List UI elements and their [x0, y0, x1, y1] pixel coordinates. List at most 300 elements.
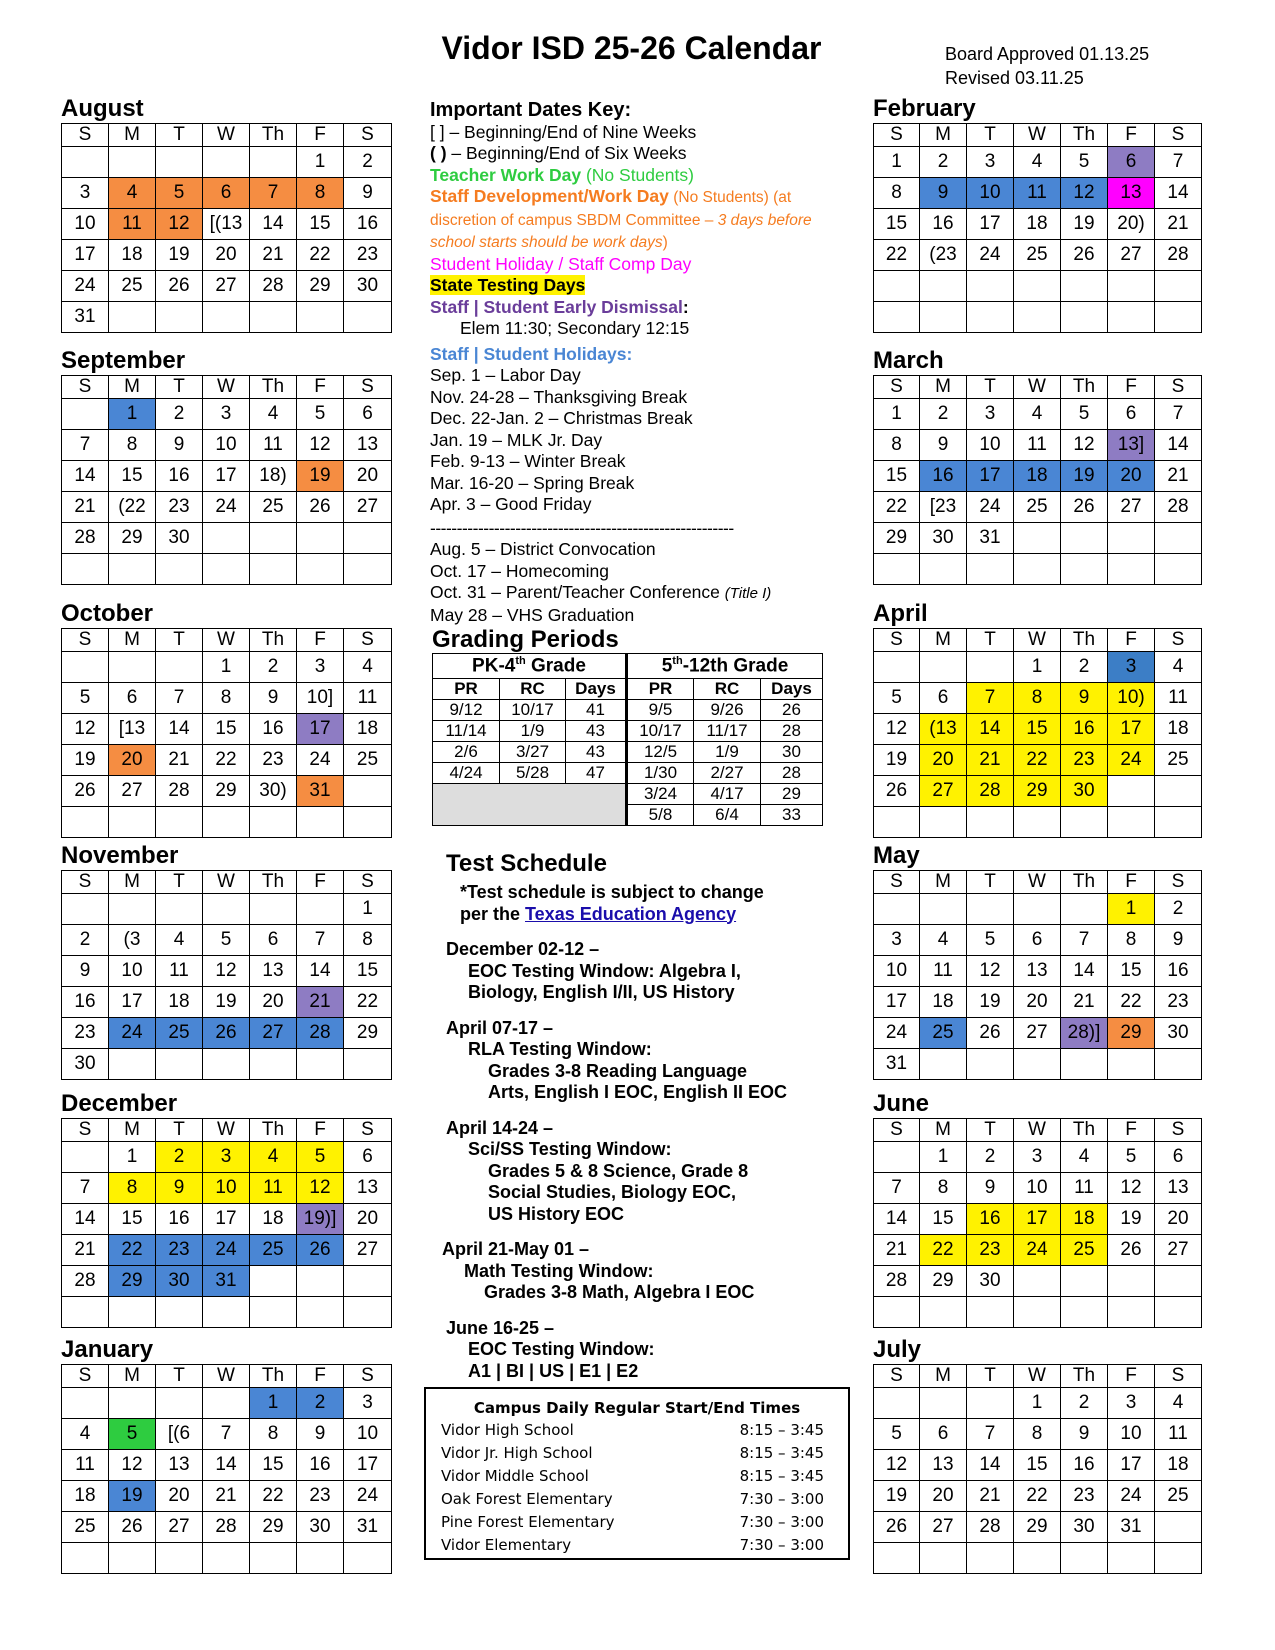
weekday-header: T — [967, 376, 1014, 399]
day-cell — [1014, 807, 1061, 838]
day-cell: 10) — [1108, 683, 1155, 714]
day-cell: 26 — [1108, 1235, 1155, 1266]
day-cell — [967, 1049, 1014, 1080]
day-cell — [920, 1297, 967, 1328]
week-row — [874, 683, 1202, 714]
day-cell: 14 — [297, 956, 344, 987]
grading-cell: 30 — [761, 742, 823, 763]
test-window-block — [446, 1018, 846, 1104]
day-cell — [344, 807, 392, 838]
g512-header: 5th-12th Grade — [627, 654, 823, 679]
day-cell: 27 — [203, 271, 250, 302]
day-cell: 3 — [967, 147, 1014, 178]
day-cell: 3 — [967, 399, 1014, 430]
test-window-subline: US History EOC — [488, 1203, 625, 1224]
day-cell: 30 — [920, 523, 967, 554]
day-cell: 8 — [920, 1173, 967, 1204]
day-cell: 10 — [874, 956, 920, 987]
day-cell: 7 — [1155, 399, 1202, 430]
weekday-header: T — [156, 629, 203, 652]
day-cell — [109, 1297, 156, 1328]
day-cell: 15 — [920, 1204, 967, 1235]
day-cell: 6 — [920, 1419, 967, 1450]
month-grid — [61, 375, 392, 585]
day-cell: 28 — [967, 776, 1014, 807]
grading-cell: 9/5 — [627, 700, 694, 721]
grading-row — [433, 700, 823, 721]
day-cell: 15 — [203, 714, 250, 745]
weekday-header: F — [297, 871, 344, 894]
week-row — [874, 178, 1202, 209]
grading-cell: 10/17 — [627, 721, 694, 742]
day-cell: 30 — [1061, 1512, 1108, 1543]
test-window-subline: Grades 3-8 Reading Language — [488, 1060, 748, 1081]
day-cell: 24 — [874, 1018, 920, 1049]
test-window-line: Biology, English I/II, US History — [468, 982, 735, 1002]
weekday-header: S — [1155, 124, 1202, 147]
day-cell — [62, 147, 109, 178]
day-cell: 17 — [967, 461, 1014, 492]
day-cell — [1108, 1543, 1155, 1574]
day-cell: 28 — [874, 1266, 920, 1297]
day-cell — [1061, 1266, 1108, 1297]
test-window-line: RLA Testing Window: — [468, 1039, 652, 1059]
day-cell: 7 — [62, 1173, 109, 1204]
week-row — [874, 240, 1202, 271]
test-schedule-title: Test Schedule — [446, 850, 607, 877]
day-cell — [250, 302, 297, 333]
day-cell: 10 — [967, 430, 1014, 461]
grading-col-header: Days — [761, 679, 823, 700]
week-row — [62, 1450, 392, 1481]
day-cell: 21 — [1155, 461, 1202, 492]
day-cell: 24 — [1014, 1235, 1061, 1266]
day-cell: 4 — [920, 925, 967, 956]
holiday-item: Apr. 3 – Good Friday — [430, 494, 592, 514]
day-cell: 24 — [109, 1018, 156, 1049]
day-cell: 15 — [874, 461, 920, 492]
day-cell: 16 — [156, 461, 203, 492]
holiday-item: Feb. 9-13 – Winter Break — [430, 451, 626, 471]
day-cell: 9 — [156, 1173, 203, 1204]
day-cell: 17 — [967, 209, 1014, 240]
day-cell: 28 — [62, 523, 109, 554]
day-cell: 11 — [62, 1450, 109, 1481]
day-cell — [1014, 1297, 1061, 1328]
week-row — [62, 1297, 392, 1328]
day-cell — [1155, 302, 1202, 333]
day-cell: 3 — [1108, 1388, 1155, 1419]
weekday-header: Th — [1061, 1119, 1108, 1142]
week-row — [62, 807, 392, 838]
day-cell: 12 — [967, 956, 1014, 987]
day-cell: 13 — [1155, 1173, 1202, 1204]
week-row — [874, 147, 1202, 178]
day-cell: 15 — [109, 1204, 156, 1235]
week-row — [62, 745, 392, 776]
weekday-header: M — [109, 629, 156, 652]
weekday-header: Th — [250, 1365, 297, 1388]
grading-cell: 1/9 — [694, 742, 761, 763]
day-cell — [250, 1049, 297, 1080]
day-cell: 26 — [1061, 240, 1108, 271]
day-cell — [1014, 523, 1061, 554]
campus-times-title: Campus Daily Regular Start/End Times — [473, 1399, 801, 1417]
day-cell: 8 — [203, 683, 250, 714]
important-dates-key — [430, 100, 850, 626]
tea-link[interactable]: Texas Education Agency — [525, 903, 737, 924]
day-cell — [203, 1543, 250, 1574]
day-cell — [874, 1388, 920, 1419]
holiday-item: Nov. 24-28 – Thanksgiving Break — [430, 386, 688, 407]
day-cell: 21 — [203, 1481, 250, 1512]
day-cell — [1061, 271, 1108, 302]
day-cell: 20 — [203, 240, 250, 271]
month-july — [873, 1336, 1202, 1574]
day-cell: 17 — [1108, 714, 1155, 745]
week-row — [874, 1204, 1202, 1235]
weekday-header: Th — [250, 629, 297, 652]
day-cell: 7 — [203, 1419, 250, 1450]
day-cell: 15 — [109, 461, 156, 492]
day-cell — [920, 1388, 967, 1419]
day-cell: 2 — [62, 925, 109, 956]
day-cell: 9 — [920, 178, 967, 209]
day-cell: 13 — [1014, 956, 1061, 987]
week-row — [874, 987, 1202, 1018]
month-grid — [873, 870, 1202, 1080]
weekday-header: Th — [1061, 871, 1108, 894]
weekday-header: Th — [250, 376, 297, 399]
day-cell: 16 — [62, 987, 109, 1018]
month-grid — [61, 1118, 392, 1328]
day-cell: 21 — [62, 492, 109, 523]
day-cell: 8 — [1014, 1419, 1061, 1450]
grading-cell: 28 — [761, 763, 823, 784]
week-row — [62, 461, 392, 492]
day-cell: 22 — [1014, 745, 1061, 776]
day-cell: 8 — [874, 178, 920, 209]
weekday-header: S — [874, 1365, 920, 1388]
day-cell: 16 — [297, 1450, 344, 1481]
day-cell — [109, 1388, 156, 1419]
day-cell: 28 — [203, 1512, 250, 1543]
day-cell — [109, 147, 156, 178]
day-cell: 28 — [156, 776, 203, 807]
weekday-header: W — [203, 124, 250, 147]
weekday-header: S — [1155, 871, 1202, 894]
day-cell: 15 — [1014, 714, 1061, 745]
day-cell: 9 — [156, 430, 203, 461]
week-row — [874, 1235, 1202, 1266]
weekday-header-row — [62, 376, 392, 399]
day-cell: 10 — [344, 1419, 392, 1450]
weekday-header-row — [62, 1365, 392, 1388]
week-row — [874, 1512, 1202, 1543]
day-cell: 1 — [1014, 1388, 1061, 1419]
day-cell — [62, 399, 109, 430]
day-cell: 7 — [1155, 147, 1202, 178]
day-cell — [250, 894, 297, 925]
weekday-header: S — [874, 629, 920, 652]
week-row — [874, 1297, 1202, 1328]
day-cell — [203, 1388, 250, 1419]
day-cell: 6 — [1108, 399, 1155, 430]
day-cell: 14 — [62, 1204, 109, 1235]
day-cell: 14 — [156, 714, 203, 745]
day-cell: 26 — [874, 1512, 920, 1543]
day-cell: 28 — [967, 1512, 1014, 1543]
day-cell: 2 — [1061, 1388, 1108, 1419]
day-cell: 29 — [920, 1266, 967, 1297]
day-cell: 25 — [109, 271, 156, 302]
month-grid — [873, 375, 1202, 585]
day-cell: 16 — [920, 461, 967, 492]
day-cell: 14 — [250, 209, 297, 240]
month-grid — [873, 123, 1202, 333]
weekday-header: M — [109, 1119, 156, 1142]
day-cell — [967, 271, 1014, 302]
month-grid — [873, 1364, 1202, 1574]
day-cell — [1108, 554, 1155, 585]
day-cell: 2 — [250, 652, 297, 683]
day-cell: 30 — [62, 1049, 109, 1080]
day-cell: 5 — [874, 683, 920, 714]
key-comp-day: Student Holiday / Staff Comp Day — [430, 253, 692, 274]
campus-hours: 7:30 – 3:00 — [739, 1490, 824, 1508]
campus-name: Vidor Elementary — [441, 1536, 572, 1554]
day-cell: 17 — [203, 461, 250, 492]
day-cell: 12 — [297, 430, 344, 461]
day-cell: 22 — [920, 1235, 967, 1266]
day-cell — [62, 554, 109, 585]
week-row — [874, 554, 1202, 585]
month-name: August — [61, 95, 144, 122]
day-cell — [1061, 1543, 1108, 1574]
key-early-dismissal: Staff | Student Early Dismissal: — [430, 296, 689, 317]
day-cell: 29 — [1014, 1512, 1061, 1543]
day-cell: 15 — [1014, 1450, 1061, 1481]
weekday-header: F — [297, 124, 344, 147]
day-cell: 17 — [1014, 1204, 1061, 1235]
day-cell — [1155, 523, 1202, 554]
day-cell: 9 — [297, 1419, 344, 1450]
approval-info — [945, 42, 1149, 90]
day-cell: 9 — [967, 1173, 1014, 1204]
grading-col-header: RC — [694, 679, 761, 700]
day-cell: 9 — [250, 683, 297, 714]
grading-cell: 3/27 — [500, 742, 566, 763]
day-cell: 14 — [874, 1204, 920, 1235]
day-cell: 18) — [250, 461, 297, 492]
day-cell: 26 — [156, 271, 203, 302]
day-cell: 20) — [1108, 209, 1155, 240]
day-cell — [1155, 1049, 1202, 1080]
grading-row — [433, 742, 823, 763]
day-cell: 20 — [109, 745, 156, 776]
day-cell: 15 — [250, 1450, 297, 1481]
month-january — [61, 1336, 392, 1574]
day-cell: 3 — [344, 1388, 392, 1419]
weekday-header-row — [874, 871, 1202, 894]
weekday-header: W — [1014, 1119, 1061, 1142]
day-cell — [156, 1388, 203, 1419]
day-cell: 31 — [344, 1512, 392, 1543]
day-cell — [250, 807, 297, 838]
day-cell: 16 — [920, 209, 967, 240]
day-cell: 4 — [156, 925, 203, 956]
grading-col-header: Days — [566, 679, 627, 700]
event-item: Oct. 31 – Parent/Teacher Conference (Title I) — [430, 582, 772, 602]
day-cell — [874, 1543, 920, 1574]
day-cell — [250, 1266, 297, 1297]
test-schedule — [442, 850, 846, 1382]
day-cell — [156, 147, 203, 178]
day-cell — [297, 1297, 344, 1328]
day-cell: 14 — [1155, 430, 1202, 461]
grading-cell: 9/26 — [694, 700, 761, 721]
day-cell — [156, 1297, 203, 1328]
week-row — [62, 1235, 392, 1266]
weekday-header: F — [297, 1365, 344, 1388]
weekday-header: W — [1014, 376, 1061, 399]
week-row — [62, 554, 392, 585]
weekday-header: S — [344, 871, 392, 894]
week-row — [874, 1388, 1202, 1419]
day-cell: 31 — [297, 776, 344, 807]
day-cell: 21 — [62, 1235, 109, 1266]
day-cell: 18 — [1155, 1450, 1202, 1481]
test-window-date: June 16-25 – — [446, 1317, 555, 1338]
month-name: July — [873, 1336, 922, 1363]
test-window-line: Sci/SS Testing Window: — [468, 1139, 672, 1159]
weekday-header: F — [1108, 1119, 1155, 1142]
week-row — [874, 1173, 1202, 1204]
day-cell — [250, 147, 297, 178]
day-cell: 4 — [1155, 652, 1202, 683]
event-item: May 28 – VHS Graduation — [430, 604, 635, 625]
test-windows — [442, 939, 846, 1382]
day-cell: 9 — [920, 430, 967, 461]
week-row — [874, 1481, 1202, 1512]
week-row — [62, 147, 392, 178]
day-cell: 18 — [1014, 461, 1061, 492]
day-cell: 27 — [920, 1512, 967, 1543]
weekday-header: W — [1014, 124, 1061, 147]
day-cell: 3 — [874, 925, 920, 956]
day-cell: 23 — [1061, 1481, 1108, 1512]
day-cell — [250, 523, 297, 554]
holiday-item: Dec. 22-Jan. 2 – Christmas Break — [430, 408, 693, 428]
week-row — [62, 209, 392, 240]
day-cell — [344, 1266, 392, 1297]
grading-cell: 5/28 — [500, 763, 566, 784]
day-cell: 29 — [109, 523, 156, 554]
day-cell: 2 — [1061, 652, 1108, 683]
week-row — [62, 492, 392, 523]
day-cell: 16 — [156, 1204, 203, 1235]
day-cell: 24 — [967, 240, 1014, 271]
day-cell: 6 — [344, 1142, 392, 1173]
day-cell: 26 — [967, 1018, 1014, 1049]
day-cell: 19 — [203, 987, 250, 1018]
day-cell: 14 — [203, 1450, 250, 1481]
day-cell: 14 — [1155, 178, 1202, 209]
weekday-header: S — [344, 124, 392, 147]
weekday-header: Th — [1061, 124, 1108, 147]
week-row — [874, 894, 1202, 925]
day-cell: 22 — [1108, 987, 1155, 1018]
month-name: April — [873, 600, 928, 627]
month-grid — [873, 628, 1202, 838]
day-cell: 11 — [1155, 1419, 1202, 1450]
day-cell: 8 — [109, 430, 156, 461]
day-cell: 11 — [1014, 430, 1061, 461]
grading-cell: 43 — [566, 742, 627, 763]
day-cell: 27 — [1155, 1235, 1202, 1266]
day-cell: 18 — [920, 987, 967, 1018]
day-cell: 25 — [1014, 240, 1061, 271]
campus-name: Vidor High School — [441, 1421, 574, 1439]
week-row — [874, 430, 1202, 461]
day-cell: 13 — [250, 956, 297, 987]
day-cell: 3 — [1108, 652, 1155, 683]
day-cell: 5 — [1061, 399, 1108, 430]
day-cell: 24 — [1108, 745, 1155, 776]
day-cell — [62, 1297, 109, 1328]
campus-hours: 7:30 – 3:00 — [739, 1513, 824, 1531]
day-cell: 27 — [344, 1235, 392, 1266]
title-i-note: (Title I) — [724, 585, 772, 602]
weekday-header: T — [156, 1365, 203, 1388]
key-holidays-heading: Staff | Student Holidays: — [430, 343, 633, 364]
campus-name: Vidor Jr. High School — [441, 1444, 593, 1462]
event-item: Oct. 17 – Homecoming — [430, 560, 609, 581]
day-cell — [62, 807, 109, 838]
day-cell — [1108, 271, 1155, 302]
day-cell — [62, 1543, 109, 1574]
week-row — [874, 461, 1202, 492]
day-cell: 5 — [874, 1419, 920, 1450]
weekday-header: M — [920, 124, 967, 147]
day-cell — [62, 652, 109, 683]
day-cell — [874, 554, 920, 585]
weekday-header: S — [1155, 629, 1202, 652]
day-cell: 20 — [1014, 987, 1061, 1018]
weekday-header: S — [1155, 1119, 1202, 1142]
day-cell: 23 — [297, 1481, 344, 1512]
grading-cell: 9/12 — [433, 700, 500, 721]
week-row — [874, 925, 1202, 956]
day-cell: 22 — [344, 987, 392, 1018]
day-cell: 4 — [109, 178, 156, 209]
day-cell: 3 — [1014, 1142, 1061, 1173]
week-row — [62, 178, 392, 209]
test-window-line: A1 | BI | US | E1 | E2 — [468, 1360, 639, 1381]
test-window-line: EOC Testing Window: Algebra I, — [468, 960, 741, 981]
day-cell: 2 — [156, 1142, 203, 1173]
campus-hours: 8:15 – 3:45 — [739, 1421, 824, 1439]
week-row — [62, 652, 392, 683]
grading-col-header: PR — [627, 679, 694, 700]
day-cell — [62, 894, 109, 925]
month-december — [61, 1090, 392, 1328]
day-cell — [1014, 1543, 1061, 1574]
weekday-header-row — [874, 124, 1202, 147]
weekday-header: S — [62, 376, 109, 399]
week-row — [62, 714, 392, 745]
test-window-subline: Grades 3-8 Math, Algebra I EOC — [484, 1282, 755, 1302]
